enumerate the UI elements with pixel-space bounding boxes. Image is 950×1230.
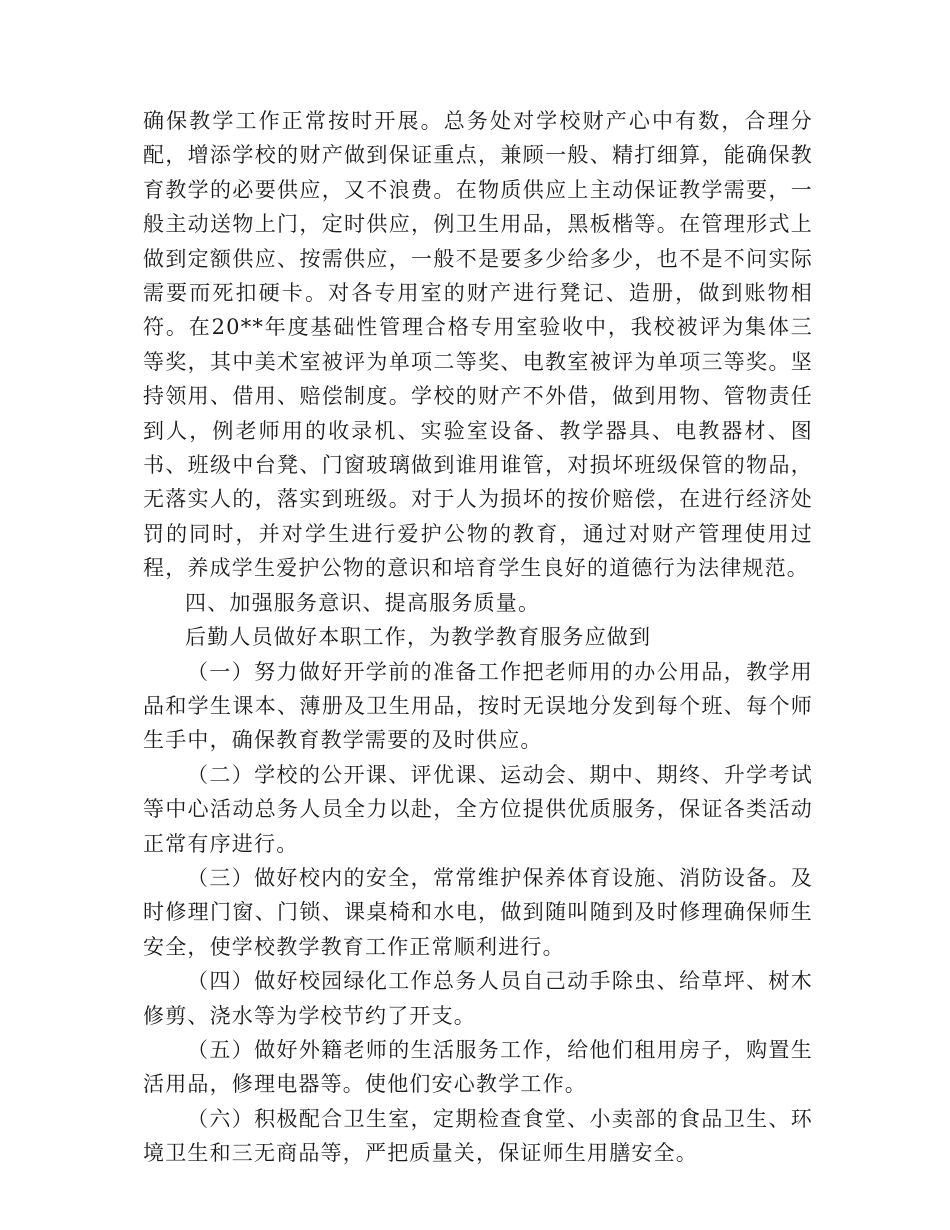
paragraph-item-6: （六）积极配合卫生室，定期检查食堂、小卖部的食品卫生、环境卫生和三无商品等，严把质量关，保证师生用膳安全。: [143, 1106, 813, 1166]
paragraph-item-3: （三）做好校内的安全，常常维护保养体育设施、消防设备。及时修理门窗、门锁、课桌椅和水电，做到随叫随到及时修理确保师生安全，使学校教学教育工作正常顺利进行。: [143, 865, 813, 959]
paragraph-item-2: （二）学校的公开课、评优课、运动会、期中、期终、升学考试等中心活动总务人员全力以赴，全方位提供优质服务，保证各类活动正常有序进行。: [143, 762, 813, 856]
section-heading-service: 四、加强服务意识、提高服务质量。: [185, 590, 541, 615]
paragraph-property-management: 确保教学工作正常按时开展。总务处对学校财产心中有数，合理分配，增添学校的财产做到保证重点，兼顾一般、精打细算，能确保教育教学的必要供应，又不浪费。在物质供应上主动保证教学需要，一般主动送物上门，定时供应，例卫生用品，黑板楷等。在管理形式上做到定额供应、按需供应，一般不是要多少给多少，也不是不问实际需要而死扣硬卡。对各专用室的财产进行凳记、造册，做到账物相符。在20**年度基础性管理合格专用室验收中，我校被评为集体三等奖，其中美术室被评为单项二等奖、电教室被评为单项三等奖。坚持领用、借用、赔偿制度。学校的财产不外借，做到用物、管物责任到人，例老师用的收录机、实验室设备、教学器具、电教器材、图书、班级中台凳、门窗玻璃做到谁用谁管，对损坏班级保管的物品，无落实人的，落实到班级。对于人为损坏的按价赔偿，在进行经济处罚的同时，并对学生进行爱护公物的教育，通过对财产管理使用过程，养成学生爱护公物的意识和培育学生良好的道德行为法律规范。: [143, 109, 813, 581]
paragraph-intro: 后勤人员做好本职工作，为教学教育服务应做到: [185, 625, 652, 650]
paragraph-item-5: （五）做好外籍老师的生活服务工作，给他们租用房子，购置生活用品，修理电器等。使他们安心教学工作。: [143, 1037, 813, 1097]
paragraph-item-1: （一）努力做好开学前的准备工作把老师用的办公用品，教学用品和学生课本、薄册及卫生用品，按时无误地分发到每个班、每个师生手中，确保教育教学需要的及时供应。: [143, 659, 813, 753]
paragraph-item-4: （四）做好校园绿化工作总务人员自己动手除虫、给草坪、树木修剪、浇水等为学校节约了开支。: [143, 969, 813, 1028]
body-text: [143, 104, 813, 1171]
